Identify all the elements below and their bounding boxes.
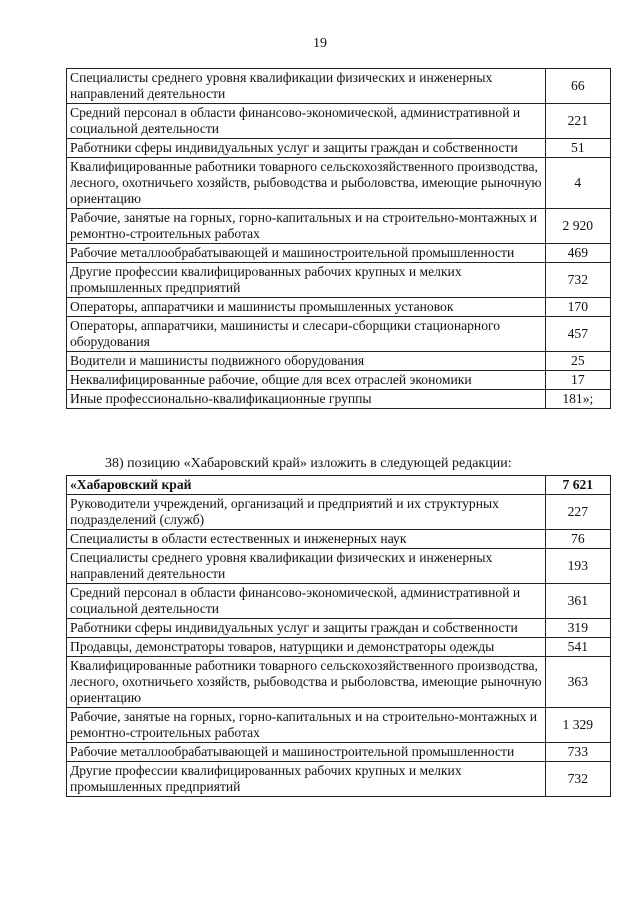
row-value: 25 <box>545 352 610 371</box>
region-total: 7 621 <box>545 476 610 495</box>
row-value: 2 920 <box>545 209 610 244</box>
table-row <box>67 352 611 371</box>
row-value: 4 <box>545 158 610 209</box>
table-row <box>67 209 611 244</box>
row-value: 361 <box>545 584 610 619</box>
row-value: 170 <box>545 298 610 317</box>
table-row <box>67 530 611 549</box>
row-label: Квалифицированные работники товарного сельскохозяйственного производства, лесного, охотничьего хозяйств, рыбоводства и рыболовства, имеющие рыночную ориентацию <box>67 657 546 708</box>
occupation-table-continued <box>66 68 611 409</box>
row-value: 221 <box>545 104 610 139</box>
row-value: 457 <box>545 317 610 352</box>
table-row <box>67 619 611 638</box>
row-value: 732 <box>545 263 610 298</box>
table-row <box>67 708 611 743</box>
row-label: Операторы, аппаратчики и машинисты промышленных установок <box>67 298 546 317</box>
row-label: Рабочие, занятые на горных, горно-капитальных и на строительно-монтажных и ремонтно-строительных работах <box>67 209 546 244</box>
table-row <box>67 69 611 104</box>
table-body <box>67 69 611 409</box>
row-label: Рабочие, занятые на горных, горно-капитальных и на строительно-монтажных и ремонтно-строительных работах <box>67 708 546 743</box>
row-value: 732 <box>545 762 610 797</box>
table-row <box>67 158 611 209</box>
row-label: Квалифицированные работники товарного сельскохозяйственного производства, лесного, охотничьего хозяйств, рыбоводства и рыболовства, имеющие рыночную ориентацию <box>67 158 546 209</box>
table-row <box>67 495 611 530</box>
row-value: 51 <box>545 139 610 158</box>
row-label: Специалисты в области естественных и инженерных наук <box>67 530 546 549</box>
table-body <box>67 476 611 797</box>
row-label: Работники сферы индивидуальных услуг и защиты граждан и собственности <box>67 619 546 638</box>
row-label: Операторы, аппаратчики, машинисты и слесари-сборщики стационарного оборудования <box>67 317 546 352</box>
row-value: 193 <box>545 549 610 584</box>
table-row <box>67 317 611 352</box>
table-row <box>67 743 611 762</box>
table-row <box>67 244 611 263</box>
table-row <box>67 584 611 619</box>
row-label: Работники сферы индивидуальных услуг и защиты граждан и собственности <box>67 139 546 158</box>
row-value: 363 <box>545 657 610 708</box>
table-row <box>67 762 611 797</box>
row-value: 541 <box>545 638 610 657</box>
row-value: 66 <box>545 69 610 104</box>
row-label: Средний персонал в области финансово-экономической, административной и социальной деятельности <box>67 104 546 139</box>
row-label: Иные профессионально-квалификационные группы <box>67 390 546 409</box>
row-label: Специалисты среднего уровня квалификации физических и инженерных направлений деятельности <box>67 549 546 584</box>
row-label: Неквалифицированные рабочие, общие для всех отраслей экономики <box>67 371 546 390</box>
row-value: 17 <box>545 371 610 390</box>
row-label: Рабочие металлообрабатывающей и машиностроительной промышленности <box>67 743 546 762</box>
row-label: Продавцы, демонстраторы товаров, натурщики и демонстраторы одежды <box>67 638 546 657</box>
table-row <box>67 371 611 390</box>
row-value: 181»; <box>545 390 610 409</box>
row-label: Средний персонал в области финансово-экономической, административной и социальной деятельности <box>67 584 546 619</box>
row-value: 319 <box>545 619 610 638</box>
table-row <box>67 657 611 708</box>
row-label: Водители и машинисты подвижного оборудования <box>67 352 546 371</box>
table-row <box>67 549 611 584</box>
table-row <box>67 638 611 657</box>
row-label: Другие профессии квалифицированных рабочих крупных и мелких промышленных предприятий <box>67 263 546 298</box>
row-label: Рабочие металлообрабатывающей и машиностроительной промышленности <box>67 244 546 263</box>
table-row <box>67 139 611 158</box>
row-value: 469 <box>545 244 610 263</box>
row-label: Другие профессии квалифицированных рабочих крупных и мелких промышленных предприятий <box>67 762 546 797</box>
row-value: 733 <box>545 743 610 762</box>
region-name: «Хабаровский край <box>67 476 546 495</box>
page-number: 19 <box>313 36 327 51</box>
row-label: Специалисты среднего уровня квалификации физических и инженерных направлений деятельности <box>67 69 546 104</box>
table-row <box>67 104 611 139</box>
khabarovsk-occupation-table <box>66 475 611 797</box>
row-value: 227 <box>545 495 610 530</box>
row-value: 1 329 <box>545 708 610 743</box>
amendment-instruction: 38) позицию «Хабаровский край» изложить в следующей редакции: <box>105 456 512 471</box>
row-value: 76 <box>545 530 610 549</box>
row-label: Руководители учреждений, организаций и предприятий и их структурных подразделений (служб) <box>67 495 546 530</box>
table-row <box>67 263 611 298</box>
table-row <box>67 390 611 409</box>
table-row <box>67 298 611 317</box>
region-header-row <box>67 476 611 495</box>
